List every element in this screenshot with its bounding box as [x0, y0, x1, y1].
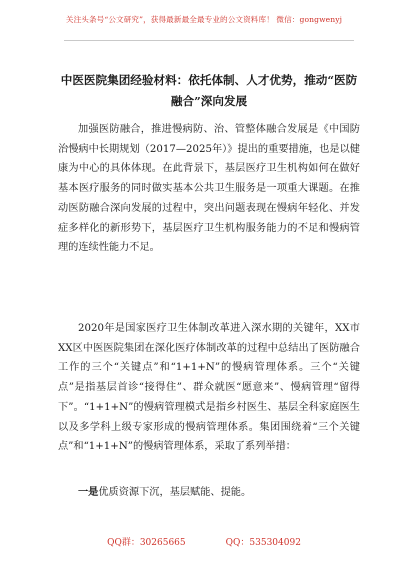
- bullet-lead: 一是: [78, 486, 99, 498]
- footer-qq-number: QQ：535304092: [225, 538, 301, 548]
- bullet-text: 优质资源下沉，基层赋能、提能。: [98, 487, 252, 498]
- paragraph-3: [58, 483, 360, 503]
- paragraph-2: 2020年是国家医疗卫生体制改革进入深水期的关键年，XX市XX区中医医院集团在深化医疗体制改革的过程中总结出了医防融合工作的三个“关键点”和“1+1+N”的慢病管理体系。三个“关键点”是指基层首诊“接得住”、群众就医“愿意来”、慢病管理“留得下”。“1+1+N”的慢病管理模式是指乡村医生、基层全科家庭医生以及多学科上级专家形成的慢病管理体系。集团围绕着“三个关键点”和“1+1+N”的慢病管理体系，采取了系列举措：: [58, 323, 360, 453]
- header-banner: 关注头条号“公文研究”，获得最新最全最专业的公文资料库！ 微信：gongwenyj: [65, 15, 343, 24]
- document-title: 中医医院集团经验材料：依托体制、人才优势，推动“医防融合”深向发展: [60, 73, 358, 108]
- paragraph-1: 加强医防融合，推进慢病防、治、管整体融合发展是《中国防治慢病中长期规划（2017—2025年）》提出的重要措施，也是以健康为中心的具体体现。在此背景下，基层医疗卫生机构如何在做好基本医疗服务的同时做实基本公共卫生服务是一项重大课题。在推动医防融合深向发展的过程中，突出问题表现在慢病年轻化、并发症多样化的新形势下，基层医疗卫生机构服务能力的不足和慢病管理的连续性能力不足。: [58, 124, 360, 254]
- footer-contact: [0, 535, 408, 548]
- footer-qq-group: QQ群：30265665: [107, 538, 186, 548]
- header-divider: [64, 40, 354, 41]
